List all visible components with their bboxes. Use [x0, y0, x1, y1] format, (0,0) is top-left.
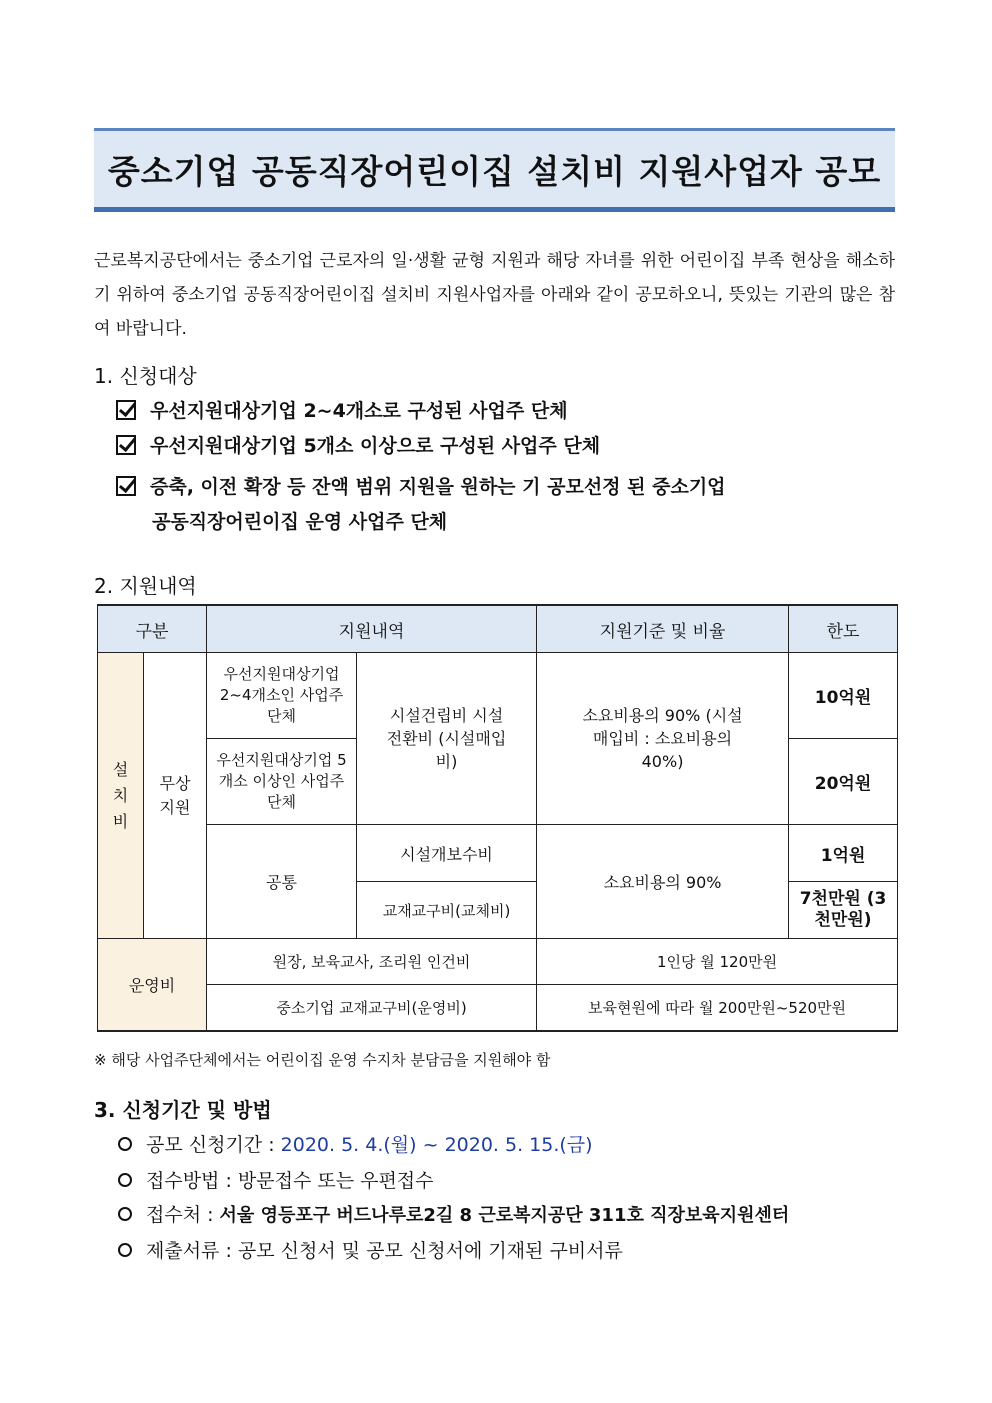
- table-note: ※ 해당 사업주단체에서는 어린이집 운영 수지차 분담금을 지원해야 함: [94, 1051, 551, 1069]
- install-cell: [98, 653, 144, 939]
- header-support: 지원내역: [207, 605, 537, 653]
- op1-ratio-cell: 1인당 월 120만원: [537, 939, 898, 985]
- documents-text: 제출서류 : 공모 신청서 및 공모 신청서에 기재된 구비서류: [146, 1240, 623, 1262]
- ratio1-text: 소요비용의 90% (시설매입비 : 소요비용의 40%): [582, 706, 743, 771]
- target-item-1-text: 우선지원대상기업 2~4개소로 구성된 사업주 단체: [150, 400, 568, 422]
- target-item-3: [116, 470, 896, 540]
- facility-items-text: 시설건립비 시설전환비 (시설매입비): [386, 706, 507, 771]
- section3-heading: 3. 신청기간 및 방법: [94, 1098, 272, 1122]
- intro-paragraph: 근로복지공단에서는 중소기업 근로자의 일·생활 균형 지원과 해당 자녀를 위한 어린이집 부족 현상을 해소하기 위하여 중소기업 공동직장어린이집 설치비 지원사업자를 아래와 같이 공모하오니, 뜻있는 기관의 많은 참여 바랍니다.: [94, 251, 895, 339]
- op1-cell: 원장, 보육교사, 조리원 인건비: [207, 939, 537, 985]
- target-item-3-continuation: 공동직장어린이집 운영 사업주 단체: [152, 511, 448, 533]
- free-support-label: 무상지원: [159, 773, 191, 817]
- section2-heading: 2. 지원내역: [94, 574, 197, 598]
- checkbox-checked-icon: [116, 476, 136, 496]
- period-value: 2020. 5. 4.(월) ~ 2020. 5. 15.(금): [280, 1134, 593, 1156]
- limit4-cell: [789, 882, 898, 939]
- limit2: 20억원: [789, 739, 898, 825]
- checkbox-checked-icon: [116, 400, 136, 420]
- target-item-1: [116, 394, 568, 429]
- support-table: [97, 604, 898, 1032]
- circle-bullet-icon: [118, 1173, 132, 1187]
- limit4-text: 7천만원 (3천만원): [799, 889, 887, 930]
- header-limit: 한도: [789, 605, 898, 653]
- ratio1-cell: [537, 653, 789, 825]
- row1-target: [207, 653, 357, 739]
- row1-target-text: 우선지원대상기업 2~4개소인 사업주단체: [219, 665, 344, 725]
- materials-cell: 교재교구비(교체비): [357, 882, 537, 939]
- period-item: [118, 1130, 593, 1157]
- op2-cell: 중소기업 교재교구비(운영비): [207, 985, 537, 1031]
- header-category: 구분: [98, 605, 207, 653]
- target-item-2-text: 우선지원대상기업 5개소 이상으로 구성된 사업주 단체: [150, 435, 601, 457]
- documents-item: [118, 1236, 623, 1263]
- period-label: 공모 신청기간 :: [146, 1134, 281, 1156]
- page-title: 중소기업 공동직장어린이집 설치비 지원사업자 공모: [107, 151, 882, 191]
- op2-ratio-cell: 보육현원에 따라 월 200만원~520만원: [537, 985, 898, 1031]
- checkbox-checked-icon: [116, 435, 136, 455]
- row2-target: [207, 739, 357, 825]
- method-text: 접수방법 : 방문접수 또는 우편접수: [146, 1170, 434, 1192]
- install-label: 설치비: [112, 759, 129, 831]
- method-item: [118, 1166, 434, 1193]
- row2-target-text: 우선지원대상기업 5개소 이상인 사업주단체: [216, 751, 347, 811]
- circle-bullet-icon: [118, 1243, 132, 1257]
- circle-bullet-icon: [118, 1207, 132, 1221]
- operation-cell: 운영비: [98, 939, 207, 1031]
- target-item-3-text: 증축, 이전 확장 등 잔액 범위 지원을 원하는 기 공모선정 된 중소기업: [150, 476, 726, 498]
- place-item: [118, 1200, 789, 1227]
- header-criteria: 지원기준 및 비율: [537, 605, 789, 653]
- section1-heading: 1. 신청대상: [94, 364, 197, 388]
- free-support-cell: [144, 653, 207, 939]
- limit3: 1억원: [789, 825, 898, 882]
- ratio2-cell: 소요비용의 90%: [537, 825, 789, 939]
- place-label: 접수처 :: [146, 1204, 220, 1226]
- repair-cell: 시설개보수비: [357, 825, 537, 882]
- circle-bullet-icon: [118, 1137, 132, 1151]
- place-value: 서울 영등포구 버드나루로2길 8 근로복지공단 311호 직장보육지원센터: [219, 1205, 790, 1226]
- facility-items-cell: [357, 653, 537, 825]
- limit1: 10억원: [789, 653, 898, 739]
- common-cell: 공통: [207, 825, 357, 939]
- title-box: [94, 128, 895, 212]
- target-item-2: [116, 429, 600, 464]
